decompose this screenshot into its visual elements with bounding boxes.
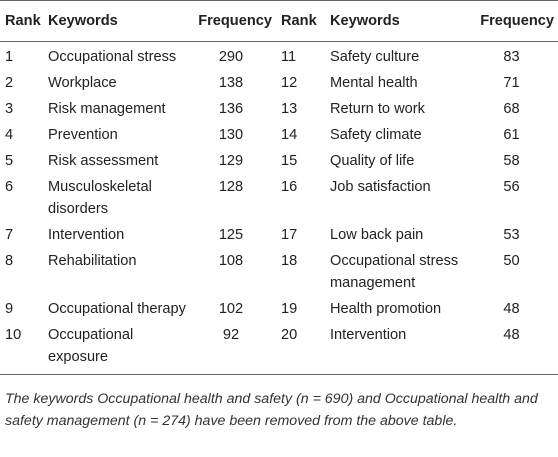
- table-row: [0, 220, 558, 246]
- table-header-row: [0, 1, 558, 42]
- header-rank-2: Rank: [276, 1, 325, 42]
- cell-keyword: Musculoskeletal disorders: [48, 179, 152, 217]
- cell-rank: 4: [5, 127, 14, 143]
- header-frequency-2: Frequency: [465, 1, 558, 42]
- cell-keyword-2: Health promotion: [330, 301, 442, 317]
- cell-rank: 6: [5, 179, 14, 195]
- cell-frequency-2: 58: [503, 153, 520, 169]
- cell-rank-2: 13: [281, 101, 298, 117]
- cell-rank-2: 12: [281, 75, 298, 91]
- cell-frequency: 102: [218, 301, 244, 317]
- cell-rank-2: 14: [281, 127, 298, 143]
- cell-frequency: 125: [218, 227, 244, 243]
- table-row: [0, 294, 558, 320]
- cell-rank: 10: [0, 320, 43, 375]
- table-footnote: The keywords Occupational health and safety (n = 690) and Occupational health and safety management (n = 274) have been removed from the above table.: [5, 391, 538, 429]
- cell-keyword: Occupational stress: [48, 49, 177, 65]
- table-row: [0, 68, 558, 94]
- cell-keyword-2: Intervention: [325, 320, 465, 375]
- cell-rank: 2: [5, 75, 14, 91]
- header-keywords-2: Keywords: [325, 1, 465, 42]
- cell-frequency-2: 68: [503, 101, 520, 117]
- cell-rank-2: 16: [281, 179, 298, 195]
- cell-frequency-2: 61: [503, 127, 520, 143]
- cell-frequency-2: 48: [465, 320, 558, 375]
- table-body: [0, 42, 558, 375]
- cell-keyword: Intervention: [48, 227, 125, 243]
- cell-frequency-2: 50: [503, 253, 520, 269]
- table-row: [0, 172, 558, 220]
- table-row: [0, 146, 558, 172]
- cell-rank-2: 19: [281, 301, 298, 317]
- cell-keyword: Occupational therapy: [48, 301, 186, 317]
- table-row: [0, 94, 558, 120]
- cell-frequency-2: 53: [503, 227, 520, 243]
- cell-keyword: Rehabilitation: [48, 253, 137, 269]
- cell-rank: 1: [5, 49, 14, 65]
- cell-frequency: 92: [186, 320, 276, 375]
- cell-keyword-2: Job satisfaction: [330, 179, 431, 195]
- cell-frequency-2: 48: [503, 301, 520, 317]
- table-row: [0, 42, 558, 69]
- cell-keyword-2: Safety culture: [330, 49, 420, 65]
- table-row: [0, 246, 558, 294]
- cell-frequency: 138: [218, 75, 244, 91]
- table-row: [0, 120, 558, 146]
- header-rank: Rank: [0, 1, 43, 42]
- cell-keyword: Risk assessment: [48, 153, 159, 169]
- cell-keyword-2: Occupational stress management: [330, 253, 459, 291]
- cell-frequency: 130: [218, 127, 244, 143]
- cell-rank: 9: [5, 301, 14, 317]
- cell-keyword-2: Low back pain: [330, 227, 424, 243]
- cell-frequency: 129: [218, 153, 244, 169]
- cell-frequency: 128: [218, 179, 244, 195]
- cell-keyword: Occupational exposure: [43, 320, 186, 375]
- cell-rank: 8: [5, 253, 14, 269]
- cell-keyword-2: Safety climate: [330, 127, 422, 143]
- header-frequency: Frequency: [186, 1, 276, 42]
- cell-frequency: 108: [218, 253, 244, 269]
- cell-rank: 5: [5, 153, 14, 169]
- cell-frequency-2: 83: [503, 49, 520, 65]
- cell-keyword: Prevention: [48, 127, 118, 143]
- cell-rank-2: 17: [281, 227, 298, 243]
- cell-rank: 7: [5, 227, 14, 243]
- cell-frequency-2: 71: [503, 75, 520, 91]
- cell-frequency: 136: [218, 101, 244, 117]
- cell-frequency: 290: [218, 49, 244, 65]
- table-row: [0, 320, 558, 375]
- cell-keyword-2: Quality of life: [330, 153, 415, 169]
- cell-keyword-2: Return to work: [330, 101, 425, 117]
- header-keywords: Keywords: [43, 1, 186, 42]
- cell-keyword: Workplace: [48, 75, 117, 91]
- cell-rank-2: 15: [281, 153, 298, 169]
- cell-frequency-2: 56: [503, 179, 520, 195]
- cell-rank-2: 11: [281, 49, 297, 65]
- cell-keyword: Risk management: [48, 101, 166, 117]
- cell-rank-2: 18: [281, 253, 298, 269]
- cell-rank-2: 20: [276, 320, 325, 375]
- cell-keyword-2: Mental health: [330, 75, 418, 91]
- cell-rank: 3: [5, 101, 14, 117]
